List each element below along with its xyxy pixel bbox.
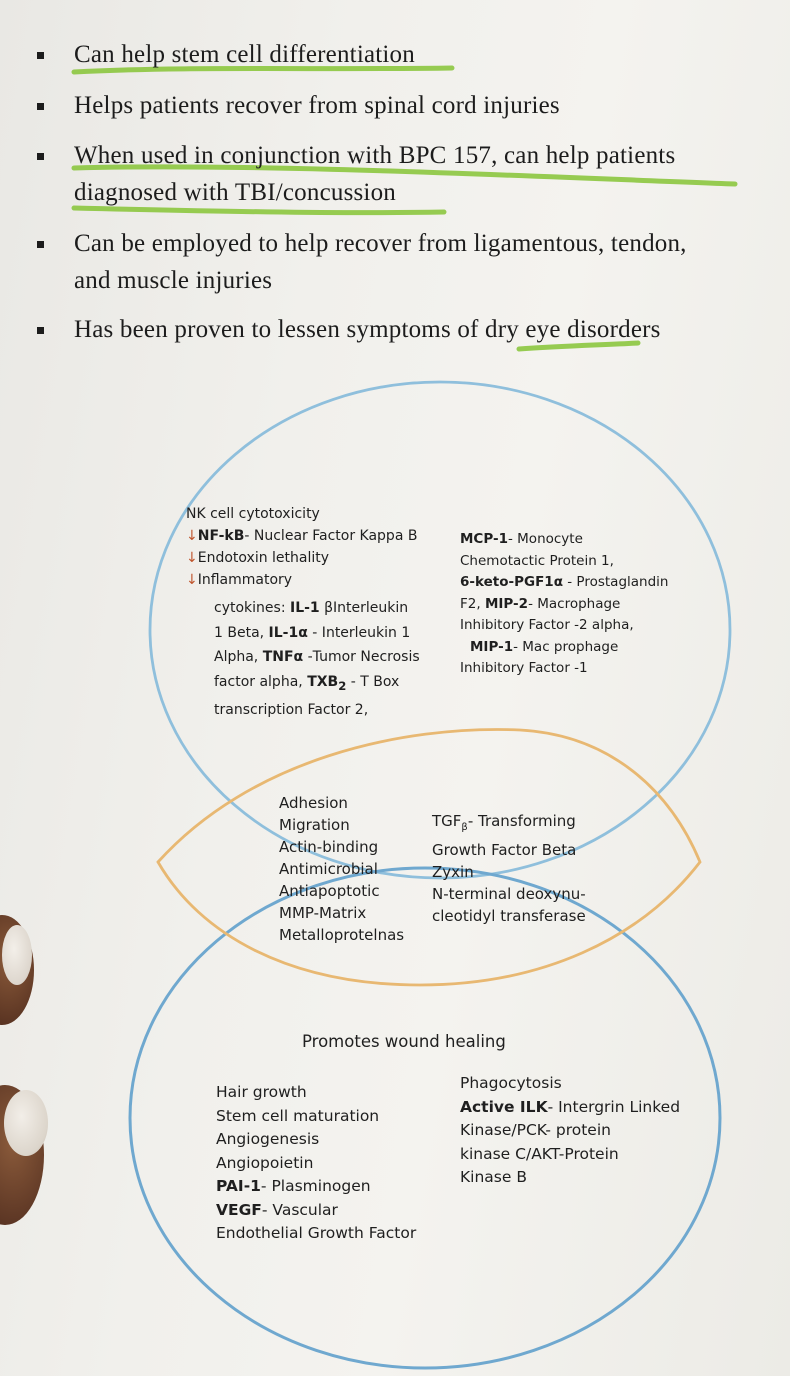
cytokines-text: cytokines: IL-1 βInterleukin 1 Beta, IL-1α - Interleukin 1 Alpha, TNFα -Tumor Necrosis factor alpha, $TXB_2$ - T Box transcription Factor 2, [214, 600, 420, 718]
bullet-item-3: When used in conjunction with BPC 157, can help patients diagnosed with TBI/concussion [74, 137, 675, 211]
top-right-text: MCP-1- Monocyte Chemotactic Protein 1, 6-keto-PGF1α - Prostaglandin F2, MIP-2- Macrophage Inhibitory Factor -2 alpha, MIP-1- Mac prophage Inhibitory Factor -1 [460, 531, 669, 676]
bottom-right-text: Phagocytosis Active ILK- Intergrin Linked Kinase/PCK- protein kinase C/AKT-Protein Kinase B [460, 1074, 681, 1186]
fingernail-bottom [4, 1090, 48, 1156]
bottom-left-text: Hair growth Stem cell maturation Angiogenesis Angiopoietin PAI-1- Plasminogen VEGF- Vascular Endothelial Growth Factor [216, 1083, 417, 1242]
overlap-left-text: Adhesion Migration Actin-binding Antimicrobial Antiapoptotic MMP-Matrix Metalloprotelnas [279, 794, 405, 944]
fingernail-top [2, 925, 32, 985]
bullet-item-2: Helps patients recover from spinal cord injuries [74, 87, 560, 124]
bullet-item-5: Has been proven to lessen symptoms of dry eye disorders [74, 311, 661, 348]
overlap-right-text: $TGF_\beta-$ Transforming Growth Factor Beta Zyxin N-terminal deoxynu- cleotidyl transferase [432, 812, 586, 925]
overlap-lens [158, 730, 700, 985]
top-left-text: NK cell cytotoxicity ↓NF-kB- Nuclear Factor Kappa B ↓Endotoxin lethality ↓Inflammatory [186, 506, 418, 588]
bullet-item-4: Can be employed to help recover from ligamentous, tendon, and muscle injuries [74, 225, 687, 299]
bullet-item-1: Can help stem cell differentiation [74, 36, 415, 73]
wound-healing-title: Promotes wound healing [302, 1032, 506, 1051]
